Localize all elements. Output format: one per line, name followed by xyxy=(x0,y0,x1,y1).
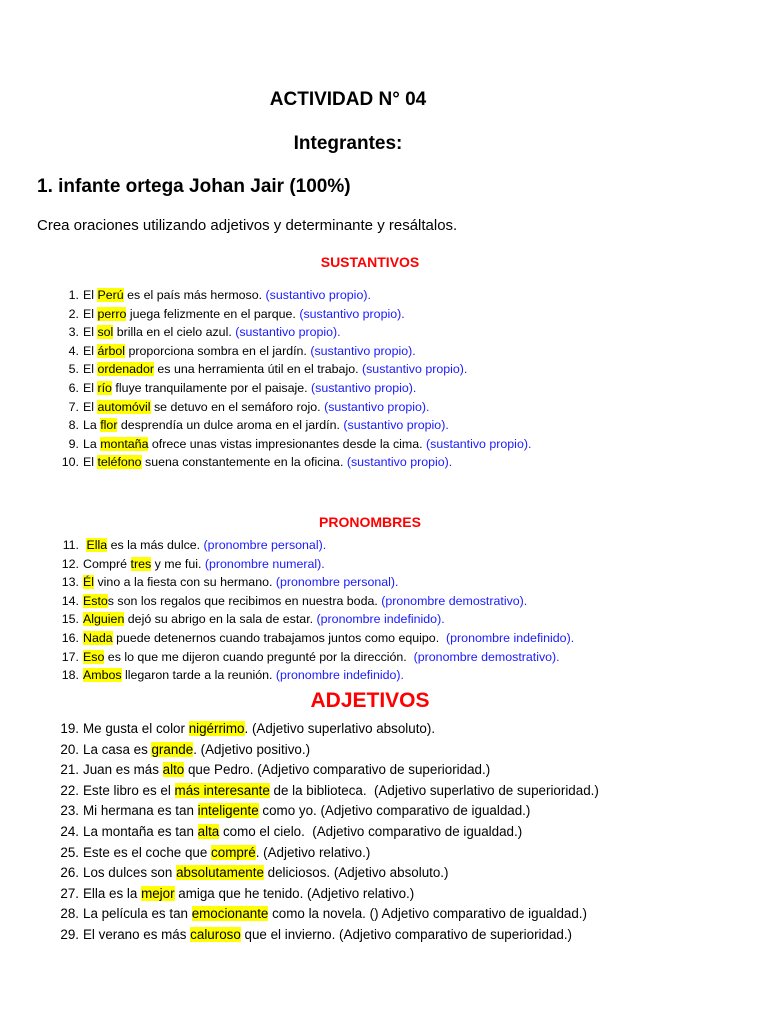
item-number: 8. xyxy=(68,418,79,433)
highlighted-word: Nada xyxy=(83,630,113,645)
item-text-before: Juan es más xyxy=(83,762,163,778)
item-classification: (sustantivo propio). xyxy=(311,380,417,395)
item-number: 1. xyxy=(68,288,79,302)
list-item xyxy=(60,573,574,592)
list-item xyxy=(60,760,599,781)
list-item xyxy=(60,360,531,379)
section-heading-adjetivos: ADJETIVOS xyxy=(310,689,430,712)
item-text-after: ofrece unas vistas impresionantes desde la cima. xyxy=(148,436,427,451)
highlighted-word: nigérrimo xyxy=(188,721,245,736)
highlighted-word: Alguien xyxy=(83,612,125,627)
pronombres-list xyxy=(60,536,574,685)
item-text-after: suena constantemente en la oficina. xyxy=(141,455,347,470)
list-item xyxy=(60,305,531,324)
item-text-after: proporciona sombra en el jardín. xyxy=(125,343,311,358)
item-number: 11. xyxy=(62,538,79,552)
highlighted-word: Él xyxy=(83,575,95,590)
highlighted-word: montaña xyxy=(100,436,149,451)
item-text-before: El xyxy=(83,288,98,302)
list-item xyxy=(60,398,531,417)
item-text-before: La película es tan xyxy=(83,906,192,922)
item-text-after: es lo que me dijeron cuando pregunté por la dirección. xyxy=(104,649,414,664)
item-classification: (sustantivo propio). xyxy=(426,436,532,451)
item-number: 9. xyxy=(68,436,79,451)
item-classification: (pronombre indefinido). xyxy=(316,612,445,627)
highlighted-word: mejor xyxy=(141,885,175,901)
list-item xyxy=(60,904,599,925)
item-number: 29. xyxy=(60,926,79,942)
highlighted-word: ordenador xyxy=(97,362,154,377)
item-classification: (sustantivo propio). xyxy=(346,455,453,470)
item-number: 17. xyxy=(61,649,79,664)
item-number: 5. xyxy=(68,362,79,377)
list-item xyxy=(60,379,531,398)
activity-title: ACTIVIDAD N° 04 xyxy=(269,89,427,110)
item-number: 4. xyxy=(68,343,79,358)
item-text-before: Compré xyxy=(83,556,131,571)
item-number: 27. xyxy=(60,885,79,901)
section-heading-sustantivos: SUSTANTIVOS xyxy=(320,254,420,270)
list-item xyxy=(60,453,531,472)
item-text-before: El xyxy=(83,325,98,340)
item-text-after: como la novela. () Adjetivo comparativo de igualdad.) xyxy=(268,906,587,922)
item-number: 19. xyxy=(60,721,79,736)
item-number: 6. xyxy=(68,380,79,395)
item-text-before: Los dulces son xyxy=(83,865,177,881)
item-number: 21. xyxy=(60,762,79,778)
item-text-after: que Pedro. (Adjetivo comparativo de superioridad.) xyxy=(184,762,491,778)
item-number: 12. xyxy=(61,556,79,571)
item-text-before: El xyxy=(83,343,98,358)
item-text-after: . (Adjetivo relativo.) xyxy=(255,844,371,860)
item-text-before: Este libro es el xyxy=(83,782,175,798)
item-classification: (sustantivo propio). xyxy=(361,362,468,377)
item-number: 15. xyxy=(61,612,79,627)
item-text-after: que el invierno. (Adjetivo comparativo de superioridad.) xyxy=(240,926,573,942)
list-item xyxy=(60,666,574,685)
list-item xyxy=(60,648,574,667)
item-text-after: dejó su abrigo en la sala de estar. xyxy=(124,612,317,627)
item-text-before: Este es el coche que xyxy=(83,844,212,860)
item-text-after: . (Adjetivo positivo.) xyxy=(193,741,311,757)
highlighted-word: teléfono xyxy=(97,455,142,470)
highlighted-word: río xyxy=(97,380,112,395)
item-number: 3. xyxy=(68,325,79,340)
item-classification: (sustantivo propio). xyxy=(265,288,371,302)
highlighted-word: automóvil xyxy=(97,399,151,414)
item-text-after: fluye tranquilamente por el paisaje. xyxy=(111,380,311,395)
item-number: 13. xyxy=(61,575,79,590)
item-number: 23. xyxy=(60,803,79,819)
adjetivos-list xyxy=(60,719,599,946)
item-classification: (pronombre demostrativo). xyxy=(413,649,560,664)
item-text-after: s son los regalos que recibimos en nuestra boda. xyxy=(107,593,382,608)
list-item xyxy=(60,592,574,611)
item-text-after: juega felizmente en el parque. xyxy=(126,306,300,321)
item-classification: (sustantivo propio). xyxy=(343,418,449,433)
item-number: 18. xyxy=(61,668,79,683)
highlighted-word: inteligente xyxy=(197,803,259,819)
item-text-before: El xyxy=(83,306,98,321)
item-text-before: El xyxy=(83,399,98,414)
list-item xyxy=(60,884,599,905)
item-number: 10. xyxy=(61,455,79,470)
item-text-before: Mi hermana es tan xyxy=(83,803,198,819)
item-number: 22. xyxy=(60,782,79,798)
highlighted-word: absolutamente xyxy=(176,865,264,881)
item-classification: (pronombre personal). xyxy=(275,575,399,590)
item-text-before: El verano es más xyxy=(83,926,191,942)
highlighted-word: árbol xyxy=(97,343,126,358)
item-text-after: puede detenernos cuando trabajamos juntos como equipo. xyxy=(112,630,447,645)
highlighted-word: caluroso xyxy=(190,926,241,942)
members-label: Integrantes: xyxy=(293,133,403,154)
item-number: 7. xyxy=(68,399,79,414)
list-item xyxy=(60,555,574,574)
item-text-after: vino a la fiesta con su hermano. xyxy=(94,575,276,590)
item-text-before: La casa es xyxy=(83,741,152,757)
item-classification: (pronombre indefinido). xyxy=(446,630,575,645)
item-classification: (pronombre indefinido). xyxy=(275,668,404,683)
item-number: 26. xyxy=(60,865,79,881)
list-item xyxy=(60,536,574,555)
highlighted-word: flor xyxy=(100,418,118,433)
list-item xyxy=(60,843,599,864)
item-classification: (sustantivo propio). xyxy=(310,343,416,358)
item-text-after: como yo. (Adjetivo comparativo de igualdad.) xyxy=(258,803,531,819)
item-number: 2. xyxy=(68,306,79,321)
instructions-text: Crea oraciones utilizando adjetivos y determinante y resáltalos. xyxy=(37,217,458,234)
item-text-after: es el país más hermoso. xyxy=(123,288,266,302)
highlighted-word: perro xyxy=(97,306,127,321)
highlighted-word: tres xyxy=(130,556,152,571)
item-text-after: como el cielo. (Adjetivo comparativo de igualdad.) xyxy=(219,823,523,839)
item-classification: (sustantivo propio). xyxy=(299,306,405,321)
list-item xyxy=(60,781,599,802)
list-item xyxy=(60,416,531,435)
item-text-before: El xyxy=(83,455,98,470)
item-text-after: es la más dulce. xyxy=(107,538,204,552)
highlighted-word: compré xyxy=(211,844,256,860)
item-text-before: La montaña es tan xyxy=(83,823,198,839)
item-classification: (pronombre personal). xyxy=(203,538,327,552)
item-text-after: es una herramienta útil en el trabajo. xyxy=(153,362,362,377)
item-text-after: llegaron tarde a la reunión. xyxy=(121,668,276,683)
list-item xyxy=(60,925,599,946)
item-number: 20. xyxy=(60,741,79,757)
item-classification: (pronombre demostrativo). xyxy=(381,593,528,608)
item-text-before: El xyxy=(83,380,98,395)
list-item xyxy=(60,610,574,629)
item-text-before: La xyxy=(83,436,101,451)
highlighted-word: Eso xyxy=(83,649,105,664)
item-text-after: . (Adjetivo superlativo absoluto). xyxy=(244,721,436,736)
list-item xyxy=(60,740,599,761)
highlighted-word: Perú xyxy=(97,288,124,302)
highlighted-word: emocionante xyxy=(191,906,269,922)
item-text-before: El xyxy=(83,362,98,377)
item-number: 28. xyxy=(60,906,79,922)
highlighted-word: más interesante xyxy=(174,782,270,798)
item-classification: (sustantivo propio). xyxy=(235,325,341,340)
list-item xyxy=(60,342,531,361)
list-item xyxy=(60,323,531,342)
list-item xyxy=(60,801,599,822)
highlighted-word: Ella xyxy=(86,538,108,552)
item-text-after: deliciosos. (Adjetivo absoluto.) xyxy=(263,865,449,881)
item-number: 24. xyxy=(60,823,79,839)
item-number: 16. xyxy=(61,630,79,645)
list-item xyxy=(60,863,599,884)
item-text-before: Me gusta el color xyxy=(83,721,189,736)
item-text-after: se detuvo en el semáforo rojo. xyxy=(150,399,325,414)
item-text-after: desprendía un dulce aroma en el jardín. xyxy=(117,418,344,433)
list-item xyxy=(60,435,531,454)
item-number: 14. xyxy=(61,593,79,608)
sustantivos-list xyxy=(60,286,531,472)
item-text-after: brilla en el cielo azul. xyxy=(113,325,236,340)
list-item xyxy=(60,629,574,648)
item-number: 25. xyxy=(60,844,79,860)
item-text-after: amiga que he tenido. (Adjetivo relativo.) xyxy=(174,885,415,901)
item-text-after: y me fui. xyxy=(151,556,205,571)
highlighted-word: Esto xyxy=(83,593,108,608)
item-text-after: de la biblioteca. (Adjetivo superlativo de superioridad.) xyxy=(269,782,599,798)
list-item xyxy=(60,286,531,305)
item-text-before: Ella es la xyxy=(83,885,142,901)
highlighted-word: Ambos xyxy=(83,668,122,683)
list-item xyxy=(60,822,599,843)
item-text-before: La xyxy=(83,418,101,433)
member-entry: 1. infante ortega Johan Jair (100%) xyxy=(37,176,351,197)
section-heading-pronombres: PRONOMBRES xyxy=(319,514,421,530)
highlighted-word: sol xyxy=(97,325,114,340)
item-classification: (sustantivo propio). xyxy=(324,399,430,414)
highlighted-word: alta xyxy=(197,823,220,839)
list-item xyxy=(60,719,599,740)
highlighted-word: grande xyxy=(151,741,194,757)
item-classification: (pronombre numeral). xyxy=(204,556,325,571)
highlighted-word: alto xyxy=(162,762,185,778)
